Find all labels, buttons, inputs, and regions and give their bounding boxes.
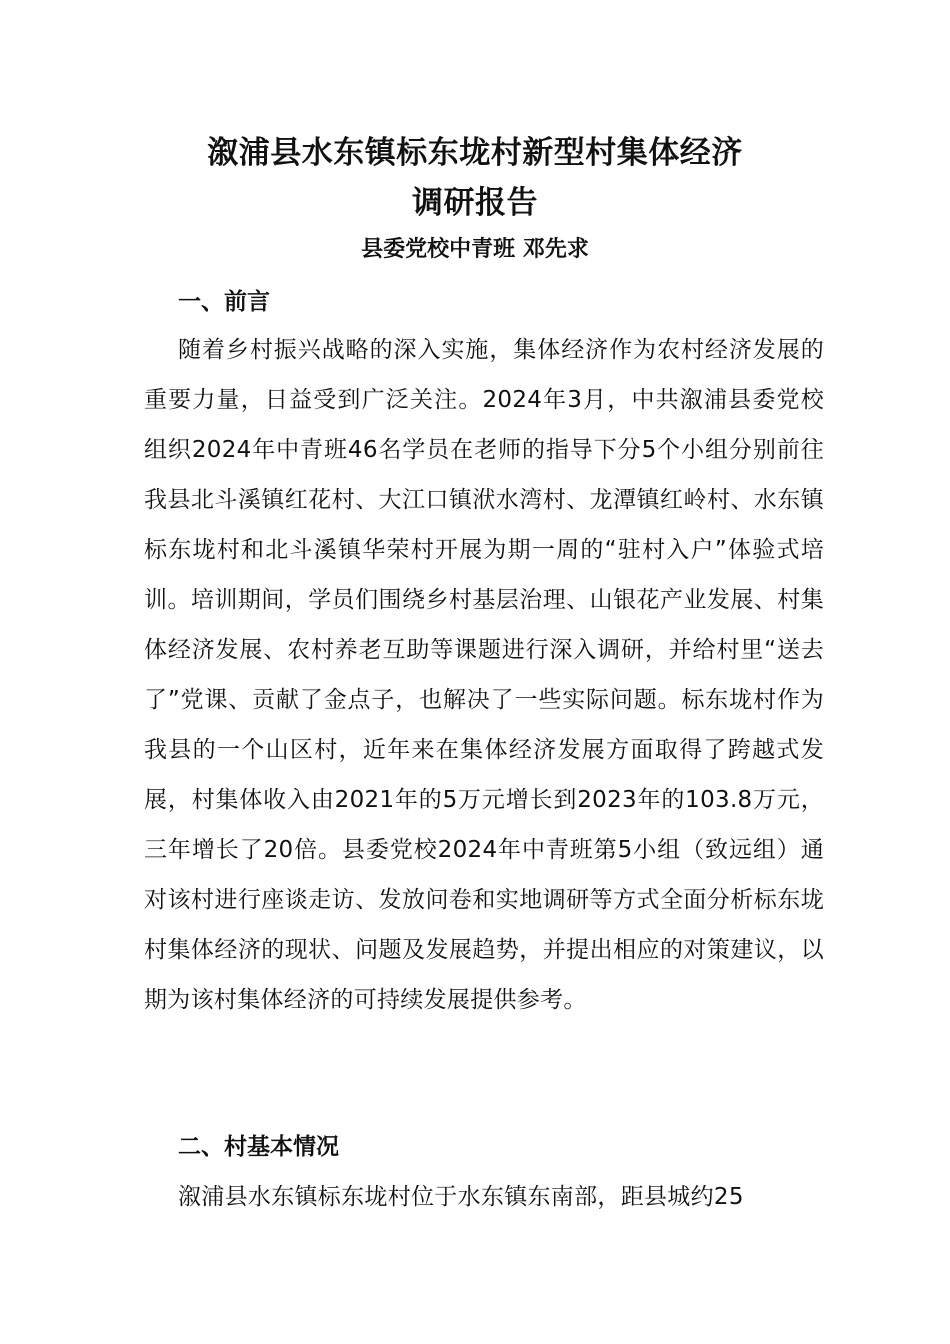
section-heading-village-overview: 二、村基本情况 <box>178 1134 339 1160</box>
body-paragraph-preface: 随着乡村振兴战略的深入实施，集体经济作为农村经济发展的重要力量，日益受到广泛关注。2024年3月，中共溆浦县委党校组织2024年中青班46名学员在老师的指导下分5个小组分别前往我县北斗溪镇红花村、大江口镇洑水湾村、龙潭镇红岭村、水东镇标东垅村和北斗溪镇华荣村开展为期一周的“驻村入户”体验式培训。培训期间，学员们围绕乡村基层治理、山银花产业发展、村集体经济发展、农村养老互助等课题进行深入调研，并给村里“送去了”党课、贡献了金点子，也解决了一些实际问题。标东垅村作为我县的一个山区村，近年来在集体经济发展方面取得了跨越式发展，村集体收入由2021年的5万元增长到2023年的103.8万元，三年增长了20倍。县委党校2024年中青班第5小组（致远组）通对该村进行座谈走访、发放问卷和实地调研等方式全面分析标东垅村集体经济的现状、问题及发展趋势，并提出相应的对策建议，以期为该村集体经济的可持续发展提供参考。 <box>144 337 824 1013</box>
document-title-line-1: 溆浦县水东镇标东垅村新型村集体经济 <box>207 135 743 171</box>
document-author: 县委党校中青班 邓先求 <box>361 237 589 262</box>
section-heading-preface: 一、前言 <box>178 289 270 315</box>
body-paragraph-village-overview: 溆浦县水东镇标东垅村位于水东镇东南部，距县城约25 <box>178 1184 744 1210</box>
document-title-line-2: 调研报告 <box>412 185 538 221</box>
